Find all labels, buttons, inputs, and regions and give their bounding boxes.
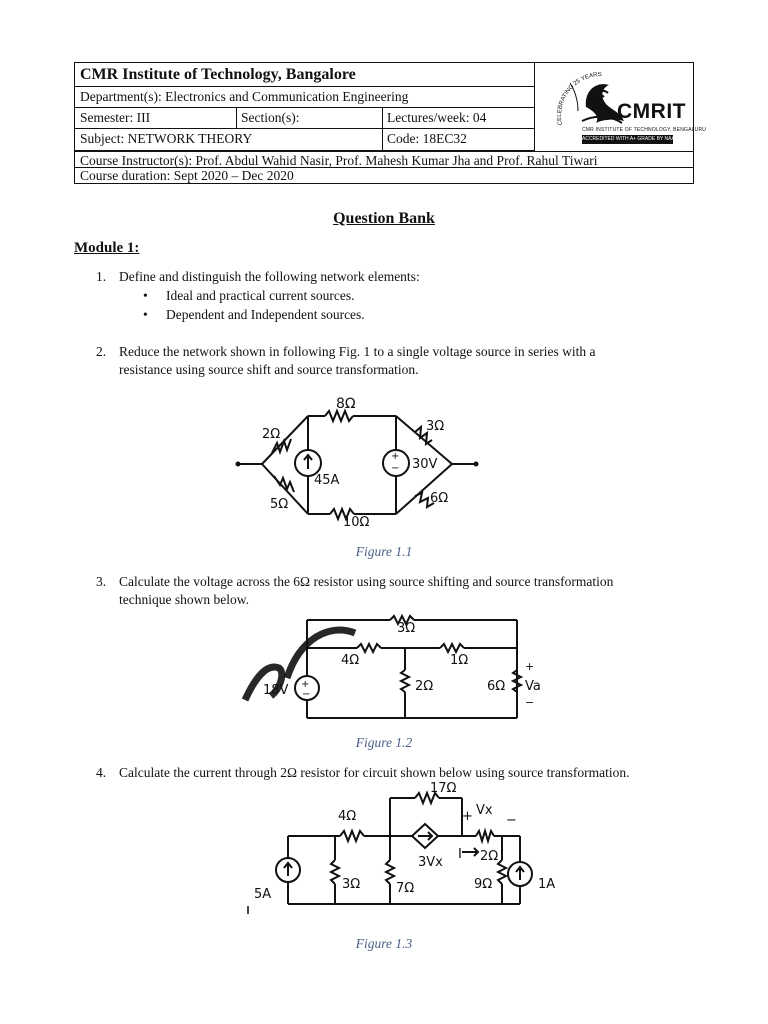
question-3: 3. Calculate the voltage across the 6Ω resistor using source shifting and source transformation technique shown below. bbox=[96, 574, 614, 607]
subject: Subject: NETWORK THEORY bbox=[80, 131, 253, 146]
current-i-label: I bbox=[458, 847, 462, 862]
lectures-per-week: Lectures/week: 04 bbox=[387, 110, 487, 125]
svg-text:+: + bbox=[391, 451, 400, 462]
resistor-9-label: 9Ω bbox=[474, 877, 493, 892]
voltage-source-label: 30V bbox=[412, 457, 438, 472]
semester-row bbox=[75, 108, 534, 129]
course-header-table bbox=[74, 62, 707, 184]
va-label: Va bbox=[525, 679, 541, 694]
resistor-6-label: 6Ω bbox=[487, 679, 506, 694]
sections: Section(s): bbox=[241, 110, 300, 125]
svg-text:−: − bbox=[506, 813, 517, 828]
subject-row bbox=[75, 129, 534, 151]
figure-1-2-circuit bbox=[245, 608, 541, 726]
resistor-8-label: 8Ω bbox=[336, 396, 356, 412]
question-number: 1. bbox=[96, 269, 107, 284]
source-5a-label: 5A bbox=[254, 887, 272, 902]
page-title: Question Bank bbox=[333, 210, 435, 227]
svg-text:+: + bbox=[301, 679, 310, 690]
figure-1-1-circuit bbox=[230, 392, 490, 532]
resistor-6-label: 6Ω bbox=[430, 491, 449, 506]
dependent-source-label: 3Vx bbox=[418, 855, 443, 870]
svg-text:−: − bbox=[391, 463, 400, 474]
list-item: • Dependent and Independent sources. bbox=[145, 307, 365, 323]
list-item: • Ideal and practical current sources. bbox=[145, 288, 355, 304]
svg-text:+: + bbox=[462, 809, 473, 824]
resistor-10-label: 10Ω bbox=[343, 515, 370, 530]
svg-text:−: − bbox=[302, 689, 311, 700]
resistor-17-label: 17Ω bbox=[430, 781, 457, 796]
resistor-3-label: 3Ω bbox=[342, 877, 361, 892]
resistor-3-label: 3Ω bbox=[426, 419, 445, 434]
department: Department(s): Electronics and Communication Engineering bbox=[75, 87, 534, 108]
resistor-5-label: 5Ω bbox=[270, 497, 289, 512]
svg-text:−: − bbox=[525, 696, 535, 709]
resistor-1-label: 1Ω bbox=[450, 653, 469, 668]
resistor-7-label: 7Ω bbox=[396, 881, 415, 896]
instructors: Course Instructor(s): Prof. Abdul Wahid Nasir, Prof. Mahesh Kumar Jha and Prof. Rahul Tiwari bbox=[75, 151, 693, 168]
cmrit-logo bbox=[534, 63, 707, 151]
figure-caption: Figure 1.3 bbox=[355, 936, 413, 951]
resistor-3-label: 3Ω bbox=[397, 621, 416, 636]
question-2: 2. Reduce the network shown in following Fig. 1 to a single voltage source in series with a resistance using source shift and source transformation. bbox=[96, 344, 596, 377]
cmrit-wordmark: CMRIT bbox=[617, 100, 686, 123]
figure-caption: Figure 1.1 bbox=[355, 544, 413, 559]
svg-text:+: + bbox=[525, 660, 535, 673]
figure-1-3-circuit bbox=[240, 780, 580, 920]
celebrating-25-years: CELEBRATING 25 YEARS bbox=[556, 72, 602, 126]
source-1a-label: 1A bbox=[538, 877, 556, 892]
institute-name: CMR Institute of Technology, Bangalore bbox=[75, 63, 534, 87]
semester: Semester: III bbox=[80, 110, 151, 125]
resistor-4-label: 4Ω bbox=[341, 653, 360, 668]
source-18v-label: 18V bbox=[263, 683, 289, 698]
resistor-2-label: 2Ω bbox=[262, 427, 281, 442]
course-duration: Course duration: Sept 2020 – Dec 2020 bbox=[80, 168, 294, 183]
module-heading: Module 1: bbox=[74, 240, 140, 256]
figure-caption: Figure 1.2 bbox=[355, 735, 413, 750]
naac-badge: ACCREDITED WITH A+ GRADE BY NAAC bbox=[582, 136, 679, 142]
vx-label: Vx bbox=[476, 803, 493, 818]
resistor-2-label: 2Ω bbox=[480, 849, 499, 864]
cmrit-subtitle: CMR INSTITUTE OF TECHNOLOGY, BENGALURU bbox=[582, 127, 707, 133]
resistor-2-label: 2Ω bbox=[415, 679, 434, 694]
question-text: Define and distinguish the following network elements: bbox=[119, 269, 420, 284]
svg-text:CELEBRATING 25 YEARS bbox=[557, 72, 602, 126]
resistor-4-label: 4Ω bbox=[338, 809, 357, 824]
course-code: Code: 18EC32 bbox=[387, 131, 467, 146]
current-source-label: 45A bbox=[314, 473, 340, 488]
